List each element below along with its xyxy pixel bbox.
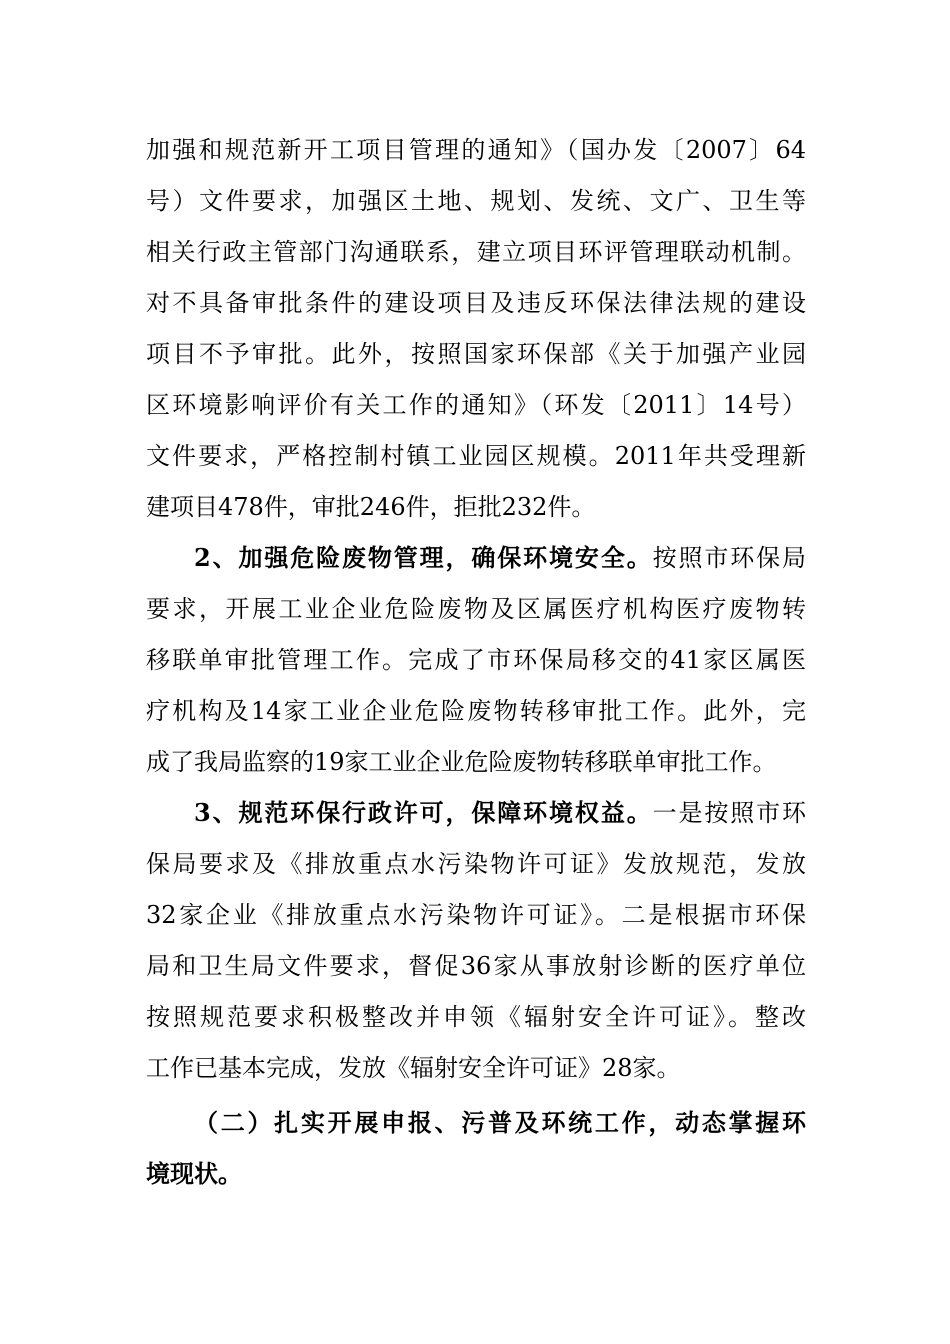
section-heading-line xyxy=(194,797,806,829)
paragraph-line: 号）文件要求，加强区土地、规划、发统、文广、卫生等 xyxy=(146,187,806,215)
paragraph-line: 工作已基本完成，发放《辐射安全许可证》28家。 xyxy=(146,1054,681,1082)
paragraph-line: 局和卫生局文件要求，督促36家从事放射诊断的医疗单位 xyxy=(146,952,806,980)
paragraph-line: 项目不予审批。此外，按照国家环保部《关于加强产业园 xyxy=(146,340,806,368)
paragraph-line: 对不具备审批条件的建设项目及违反环保法律法规的建设 xyxy=(146,289,806,317)
section-heading-3: 3、规范环保行政许可，保障环境权益。 xyxy=(194,798,653,827)
subsection-heading: 境现状。 xyxy=(146,1159,242,1188)
paragraph-text: 一是按照市环 xyxy=(652,799,807,827)
paragraph-line: 加强和规范新开工项目管理的通知》（国办发〔2007〕64 xyxy=(146,136,806,164)
paragraph-line: 32家企业《排放重点水污染物许可证》。二是根据市环保 xyxy=(146,901,806,929)
paragraph-line: 成了我局监察的19家工业企业危险废物转移联单审批工作。 xyxy=(146,748,777,776)
paragraph-text: 按照市环保局 xyxy=(652,544,807,572)
paragraph-line: 疗机构及14家工业企业危险废物转移审批工作。此外，完 xyxy=(146,697,806,725)
section-heading-line xyxy=(194,542,806,574)
paragraph-line: 相关行政主管部门沟通联系，建立项目环评管理联动机制。 xyxy=(146,238,806,266)
paragraph-line: 保局要求及《排放重点水污染物许可证》发放规范，发放 xyxy=(146,850,806,878)
paragraph-line: 按照规范要求积极整改并申领《辐射安全许可证》。整改 xyxy=(146,1003,806,1031)
paragraph-line: 要求，开展工业企业危险废物及区属医疗机构医疗废物转 xyxy=(146,595,806,623)
paragraph-line: 移联单审批管理工作。完成了市环保局移交的41家区属医 xyxy=(146,646,806,674)
subsection-heading: （二）扎实开展申报、污普及环统工作，动态掌握环 xyxy=(194,1108,806,1137)
paragraph-line: 文件要求，严格控制村镇工业园区规模。2011年共受理新 xyxy=(146,442,806,470)
paragraph-line: 区环境影响评价有关工作的通知》（环发〔2011〕14号） xyxy=(146,391,806,419)
section-heading-2: 2、加强危险废物管理，确保环境安全。 xyxy=(194,543,653,572)
paragraph-line: 建项目478件，审批246件，拒批232件。 xyxy=(146,493,596,521)
